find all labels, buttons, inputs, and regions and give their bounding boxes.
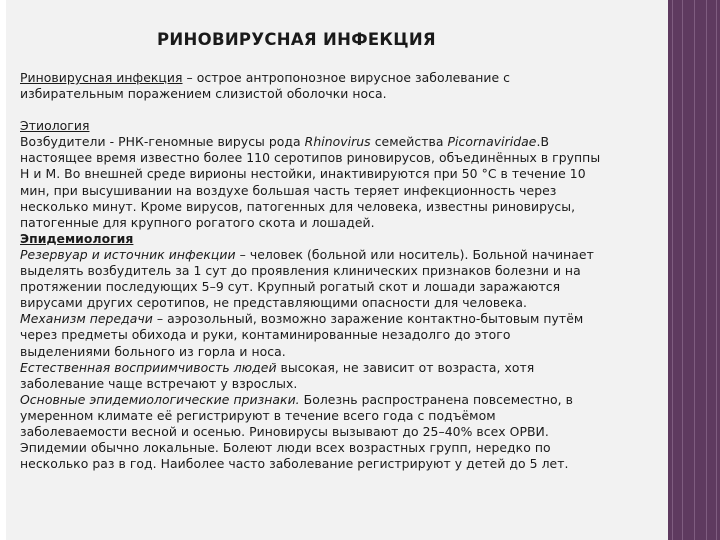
definition-text-line: – острое антропонозное вирусное заболевание с bbox=[182, 70, 511, 85]
etiology-text: настоящее время известно более 110 серотипов риновирусов, объединённых в группы bbox=[20, 150, 601, 166]
epidemiology-text: вирусами других серотипов, не представляющими опасности для человека. bbox=[20, 295, 528, 311]
side-bar-stripe bbox=[672, 0, 673, 540]
left-edge-strip bbox=[0, 0, 6, 540]
epidemiology-heading: Эпидемиология bbox=[20, 230, 134, 246]
epidemiology-text: заболеваемости весной и осенью. Риновирусы вызывают до 25–40% всех ОРВИ. bbox=[20, 423, 549, 439]
side-bar-stripe bbox=[682, 0, 683, 540]
side-bar-stripe bbox=[694, 0, 695, 540]
epidemiology-text: Болезнь распространена повсеместно, в bbox=[299, 391, 574, 407]
page-title: РИНОВИРУСНАЯ ИНФЕКЦИЯ bbox=[157, 30, 436, 49]
epidemiology-section bbox=[20, 231, 656, 472]
epidemiology-text: – аэрозольный, возможно заражение контактно-бытовым путём bbox=[152, 311, 584, 327]
epidemiology-text: протяжении последующих 5–9 сут. Крупный рогатый скот и лошади заражаются bbox=[20, 279, 561, 295]
epidemiology-text: выделениями больного из горла и носа. bbox=[20, 343, 286, 359]
epidemiology-text: несколько раз в год. Наиболее часто заболевание регистрируют у детей до 5 лет. bbox=[20, 456, 569, 472]
epidemiology-text: умеренном климате её регистрируют в течение всего года с подъёмом bbox=[20, 407, 496, 423]
etiology-text: несколько минут. Кроме вирусов, патогенных для человека, известны риновирусы, bbox=[20, 198, 576, 214]
slide-body bbox=[20, 70, 656, 472]
etiology-text: семейства bbox=[370, 134, 448, 150]
definition-paragraph bbox=[20, 70, 656, 102]
epidemiology-text: выделять возбудитель за 1 сут до проявления клинических признаков болезни и на bbox=[20, 263, 581, 279]
etiology-text: Возбудители - РНК-геномные вирусы рода bbox=[20, 134, 305, 150]
side-bar-stripe bbox=[716, 0, 717, 540]
etiology-text: мин, при высушивании на воздухе большая часть теряет инфекционность через bbox=[20, 182, 557, 198]
paragraph-gap bbox=[20, 102, 656, 118]
etiology-text: патогенные для крупного рогатого скота и лошадей. bbox=[20, 214, 375, 230]
genus-name: Rhinovirus bbox=[304, 134, 371, 150]
epidemiology-text: через предметы обихода и руки, контаминированные незадолго до этого bbox=[20, 327, 511, 343]
mechanism-label: Механизм передачи bbox=[20, 311, 153, 327]
epidemiology-text: – человек (больной или носитель). Больной начинает bbox=[235, 246, 594, 262]
epidemiology-text: Эпидемии обычно локальные. Болеют люди всех возрастных групп, нередко по bbox=[20, 440, 551, 456]
epidemiology-text: высокая, не зависит от возраста, хотя bbox=[276, 359, 535, 375]
definition-text-line: избирательным поражением слизистой оболочки носа. bbox=[20, 86, 387, 102]
side-bar-stripe bbox=[706, 0, 707, 540]
etiology-text: Н и М. Во внешней среде вирионы нестойки, инактивируются при 50 °С в течение 10 bbox=[20, 166, 586, 182]
family-name: Picornaviridae bbox=[447, 134, 537, 150]
definition-term: Риновирусная инфекция bbox=[20, 70, 183, 85]
decorative-side-bar bbox=[668, 0, 720, 540]
susceptibility-label: Естественная восприимчивость людей bbox=[20, 359, 277, 375]
signs-label: Основные эпидемиологические признаки. bbox=[20, 391, 300, 407]
etiology-heading: Этиология bbox=[20, 118, 90, 134]
etiology-section bbox=[20, 118, 656, 231]
etiology-text: .В bbox=[536, 134, 550, 150]
epidemiology-text: заболевание чаще встречают у взрослых. bbox=[20, 375, 298, 391]
reservoir-label: Резервуар и источник инфекции bbox=[20, 246, 236, 262]
